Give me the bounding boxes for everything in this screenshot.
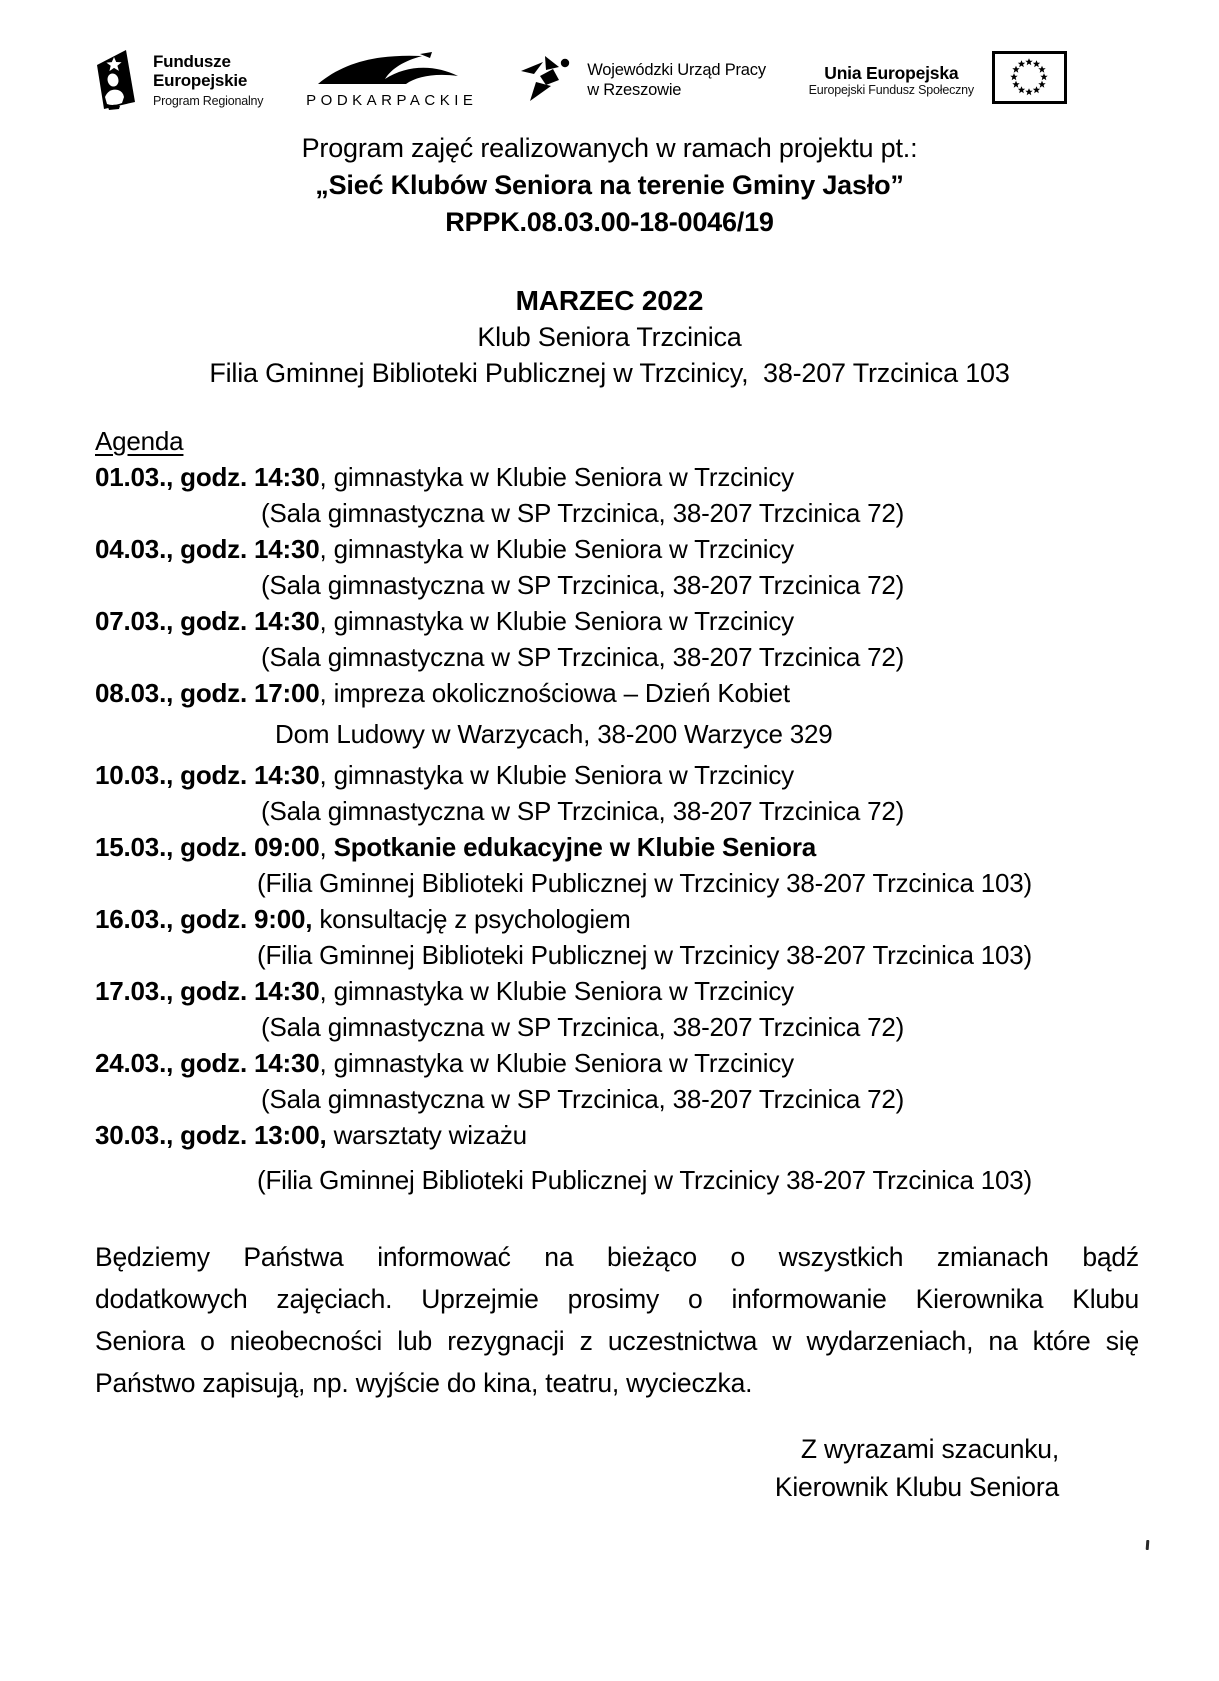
logo-strip <box>0 0 1219 118</box>
agenda-entry-line <box>95 531 1139 567</box>
agenda-entry-location: (Sala gimnastyczna w SP Trzcinica, 38-207 Trzcinica 72) <box>261 498 905 528</box>
agenda-entry-separator: , <box>319 678 334 708</box>
agenda-entry-separator: , <box>319 606 334 636</box>
document-title <box>0 130 1219 241</box>
agenda-entry-line <box>95 1045 1139 1081</box>
title-line2: „Sieć Klubów Seniora na terenie Gminy Jasło” <box>315 170 904 200</box>
wup-line1: Wojewódzki Urząd Pracy <box>587 61 766 79</box>
eu-flag-icon <box>992 51 1067 109</box>
agenda-entry-location: Dom Ludowy w Warzycach, 38-200 Warzyce 329 <box>275 719 833 749</box>
closing-line2: dodatkowych zajęciach. Uprzejmie prosimy o informowanie Kierownika Klubu <box>95 1284 1139 1314</box>
agenda-entry-title: impreza okolicznościowa – Dzień Kobiet <box>333 678 790 708</box>
month-heading: MARZEC 2022 <box>515 285 704 316</box>
agenda-entry-date: 10.03., godz. 14:30 <box>95 760 320 790</box>
wup-bird-icon <box>520 54 578 107</box>
club-address: Filia Gminnej Biblioteki Publicznej w Trzcinicy, 38-207 Trzcinica 103 <box>209 358 1010 388</box>
agenda-entry-location: (Sala gimnastyczna w SP Trzcinica, 38-207 Trzcinica 72) <box>261 570 905 600</box>
agenda-entry <box>95 603 1139 675</box>
agenda-entry <box>95 1045 1139 1117</box>
wup-line2: w Rzeszowie <box>587 81 682 99</box>
agenda-entry-separator: , <box>319 1048 334 1078</box>
agenda-section <box>95 423 1139 1198</box>
agenda-entry-location: (Sala gimnastyczna w SP Trzcinica, 38-207 Trzcinica 72) <box>261 1084 905 1114</box>
agenda-entry-date: 07.03., godz. 14:30 <box>95 606 320 636</box>
agenda-entry-date: 15.03., godz. 09:00 <box>95 832 320 862</box>
agenda-entry-title: gimnastyka w Klubie Seniora w Trzcinicy <box>333 462 794 492</box>
fundusze-europejskie-text <box>153 52 263 108</box>
agenda-entry-location: (Filia Gminnej Biblioteki Publicznej w Trzcinicy 38-207 Trzcinica 103) <box>257 940 1032 970</box>
agenda-entry <box>95 901 1139 973</box>
agenda-entry-location: (Sala gimnastyczna w SP Trzcinica, 38-207 Trzcinica 72) <box>261 1012 905 1042</box>
fundusze-line3: Program Regionalny <box>153 94 264 108</box>
closing-line4: Państwo zapisują, np. wyjście do kina, teatru, wycieczka. <box>95 1368 753 1398</box>
title-line1: Program zajęć realizowanych w ramach projektu pt.: <box>301 133 918 163</box>
agenda-entry-line <box>95 973 1139 1009</box>
agenda-entry-date: 16.03., godz. 9:00, <box>95 904 313 934</box>
closing-line1: Będziemy Państwa informować na bieżąco o wszystkich zmianach bądź <box>95 1242 1139 1272</box>
agenda-entry-title: gimnastyka w Klubie Seniora w Trzcinicy <box>333 1048 794 1078</box>
agenda-entry-date: 17.03., godz. 14:30 <box>95 976 320 1006</box>
logo-unia-europejska <box>809 51 1067 109</box>
agenda-entry-separator <box>327 1120 334 1150</box>
agenda-entry-line <box>95 603 1139 639</box>
unia-line2: Europejski Fundusz Społeczny <box>808 82 974 97</box>
closing-line3: Seniora o nieobecności lub rezygnacji z uczestnictwa w wydarzeniach, na które się <box>95 1326 1139 1356</box>
agenda-entry <box>95 973 1139 1045</box>
agenda-entry-date: 08.03., godz. 17:00 <box>95 678 320 708</box>
agenda-entry-line <box>95 459 1139 495</box>
unia-europejska-text <box>809 63 974 98</box>
agenda-entry-date: 04.03., godz. 14:30 <box>95 534 320 564</box>
month-block <box>0 283 1219 391</box>
agenda-entry <box>95 531 1139 603</box>
agenda-entry <box>95 459 1139 531</box>
agenda-entry <box>95 675 1139 752</box>
agenda-entry <box>95 829 1139 901</box>
agenda-entry-separator: , <box>319 534 334 564</box>
signature-block <box>0 1430 1219 1506</box>
signature-line1: Z wyrazami szacunku, <box>800 1434 1059 1464</box>
agenda-entry-title: gimnastyka w Klubie Seniora w Trzcinicy <box>333 976 794 1006</box>
title-line3: RPPK.08.03.00-18-0046/19 <box>445 207 774 237</box>
agenda-entry-title: konsultację z psychologiem <box>319 904 631 934</box>
agenda-entry-location: (Sala gimnastyczna w SP Trzcinica, 38-207 Trzcinica 72) <box>261 796 905 826</box>
agenda-entry-line <box>95 829 1139 865</box>
agenda-entry-title: gimnastyka w Klubie Seniora w Trzcinicy <box>333 606 794 636</box>
fundusze-europejskie-flag-icon <box>88 45 142 116</box>
agenda-entry-date: 24.03., godz. 14:30 <box>95 1048 320 1078</box>
fundusze-line1: Fundusze <box>153 52 231 71</box>
stray-ink-mark <box>1146 1540 1150 1550</box>
podkarpackie-label: PODKARPACKIE <box>306 91 478 109</box>
agenda-entry-location: (Filia Gminnej Biblioteki Publicznej w Trzcinicy 38-207 Trzcinica 103) <box>257 868 1032 898</box>
agenda-heading: Agenda <box>95 426 184 456</box>
club-name: Klub Seniora Trzcinica <box>477 322 742 352</box>
closing-paragraph <box>95 1236 1139 1404</box>
agenda-entry-title: gimnastyka w Klubie Seniora w Trzcinicy <box>333 760 794 790</box>
logo-podkarpackie <box>306 52 477 109</box>
wup-text <box>587 60 766 100</box>
agenda-entry-separator: , <box>319 976 334 1006</box>
signature-line2: Kierownik Klubu Seniora <box>774 1472 1059 1502</box>
agenda-entry-date: 01.03., godz. 14:30 <box>95 462 320 492</box>
agenda-entry <box>95 757 1139 829</box>
agenda-entry-date: 30.03., godz. 13:00, <box>95 1120 327 1150</box>
agenda-entry-location: (Sala gimnastyczna w SP Trzcinica, 38-207 Trzcinica 72) <box>261 642 905 672</box>
agenda-entry-separator: , <box>319 832 334 862</box>
agenda-entry-line <box>95 901 1139 937</box>
agenda-entry-separator: , <box>319 760 334 790</box>
agenda-entry-line <box>95 757 1139 793</box>
podkarpackie-swoosh-icon <box>316 52 468 91</box>
agenda-entry-line <box>95 675 1139 711</box>
agenda-entry-location: (Filia Gminnej Biblioteki Publicznej w Trzcinicy 38-207 Trzcinica 103) <box>257 1165 1032 1195</box>
agenda-entry-line <box>95 1117 1139 1153</box>
agenda-entry-title: warsztaty wizażu <box>333 1120 527 1150</box>
agenda-entry-title: Spotkanie edukacyjne w Klubie Seniora <box>333 832 817 862</box>
logo-wup-rzeszow <box>520 54 766 107</box>
fundusze-line2: Europejskie <box>153 71 248 90</box>
agenda-entry-separator: , <box>319 462 334 492</box>
agenda-entry <box>95 1117 1139 1198</box>
agenda-list <box>95 459 1139 1198</box>
agenda-entry-title: gimnastyka w Klubie Seniora w Trzcinicy <box>333 534 794 564</box>
unia-line1: Unia Europejska <box>824 62 959 83</box>
logo-fundusze-europejskie <box>88 45 263 116</box>
